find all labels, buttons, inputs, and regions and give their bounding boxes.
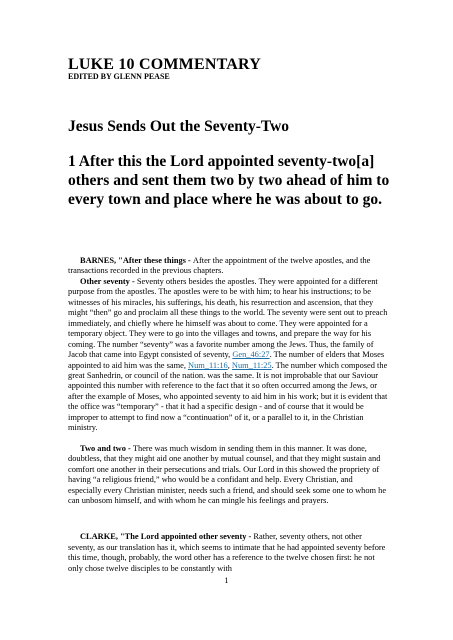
- commentary-body: [68, 256, 388, 574]
- section-heading: Jesus Sends Out the Seventy-Two: [68, 118, 290, 135]
- two-and-two-paragraph: [68, 444, 388, 507]
- two-and-two-text: There was much wisdom in sending them in this manner. It was done, doubtless, that they might aid one another by mutual counsel, and that they might sustain and comfort one another in their persecutions and trials. Our Lord in this showed the propriety of having “a religious friend,” who would be a confidant and help. Every Christian, and especially every Christian minister, needs such a friend, and should seek some one to whom he can unbosom himself, and with whom he can mingle his feelings and prayers.: [68, 443, 387, 505]
- scripture-link-num-11-16[interactable]: Num_11:16: [188, 360, 228, 370]
- barnes-text: After the appointment of the twelve apostles, and the transactions recorded in the previous chapters.: [68, 256, 371, 276]
- clarke-lead: CLARKE, "The Lord appointed other seventy -: [80, 532, 254, 542]
- other-seventy-paragraph: [68, 277, 388, 434]
- two-and-two-lead: Two and two -: [80, 443, 133, 453]
- document-subtitle: EDITED BY GLENN PEASE: [68, 72, 170, 81]
- other-seventy-text-1: Seventy others besides the apostles. They were appointed for a different purpose from the apostles. The apostles were to be with him; to hear his instructions; to be witnesses of his miracles, his sufferings, his death, his resurrection and ascension, that they might “then” go and proclaim all these things to the world. The seventy were sent out to preach immediately, and chiefly where he himself was about to come. They were appointed for a temporary object. They were to go into the villages and towns, and prepare the way for his coming. The number “seventy” was a favorite number among the Jews. Thus, the family of Jacob that came into Egypt consisted of seventy,: [68, 276, 388, 360]
- clarke-paragraph: [68, 532, 388, 574]
- other-seventy-lead: Other seventy -: [80, 276, 137, 286]
- scripture-link-gen-46-27[interactable]: Gen_46:27: [232, 350, 270, 360]
- barnes-lead: "After these things -: [118, 256, 193, 265]
- scripture-link-num-11-25[interactable]: Num_11:25: [231, 360, 272, 370]
- clarke-text: Rather, seventy others, not other seventy, as our translation has it, which seems to intimate that he had appointed seventy before this time, though, probably, the word other has a reference to the twelve chosen first: he not only chose twelve disciples to be constantly with: [68, 532, 386, 573]
- other-seventy-text-3: . The number which composed the great Sanhedrin, or council of the nation. was the same. It is not improbable that our Saviour appointed this number with reference to the fact that it so often occurred among the Jews, or after the example of Moses, who appointed seventy to aid him in his work; but it is evident that the office was “temporary” - that it had a specific design - and of course that it would be improper to attempt to find now a “continuation” of it, or a parallel to it, in the Christian ministry.: [68, 360, 388, 433]
- barnes-paragraph: [68, 256, 388, 277]
- other-seventy-text-2: . The number of elders that Moses appointed to aid him was the same,: [68, 350, 385, 370]
- page-number: 1: [224, 576, 229, 585]
- ref-separator: ,: [227, 360, 232, 370]
- verse-heading: 1 After this the Lord appointed seventy-two[a] others and sent them two by two ahead of him to every town and place where he was about to go.: [68, 153, 390, 209]
- document-title: LUKE 10 COMMENTARY: [68, 56, 261, 73]
- barnes-source-label: BARNES,: [80, 256, 119, 265]
